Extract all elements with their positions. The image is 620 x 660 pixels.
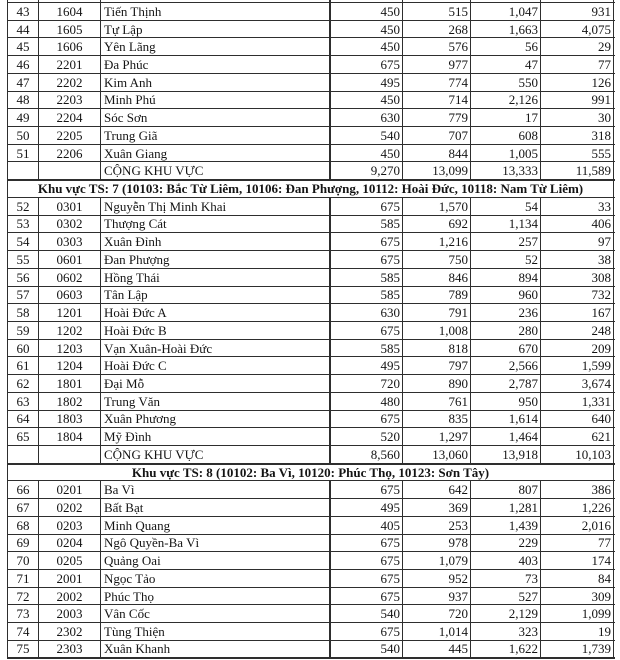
value-cell-2: 714 — [403, 92, 471, 109]
value-cell-3: 1,622 — [471, 641, 541, 657]
value-cell-3: 960 — [471, 287, 541, 304]
value-cell-3: 1,614 — [471, 411, 541, 428]
value-cell-3: 280 — [471, 322, 541, 339]
partial-cell — [331, 0, 403, 2]
total-empty-cell — [39, 446, 101, 463]
value-cell-4: 97 — [541, 233, 614, 250]
value-cell-4: 1,331 — [541, 393, 614, 410]
school-code-cell: 0202 — [39, 499, 101, 516]
school-code-cell: 2001 — [39, 570, 101, 587]
value-cell-4: 174 — [541, 552, 614, 569]
school-code-cell: 1606 — [39, 38, 101, 55]
school-code-cell: 1803 — [39, 411, 101, 428]
table-row — [8, 233, 615, 251]
section-header-row — [8, 180, 615, 198]
school-code-cell: 0203 — [39, 517, 101, 534]
value-cell-1: 495 — [331, 499, 403, 516]
value-cell-3: 229 — [471, 535, 541, 552]
value-cell-3: 54 — [471, 198, 541, 215]
partial-cell — [101, 0, 331, 2]
value-cell-4: 621 — [541, 428, 614, 445]
value-cell-2: 268 — [403, 21, 471, 38]
school-code-cell: 0201 — [39, 481, 101, 498]
value-cell-2: 1,216 — [403, 233, 471, 250]
school-name-cell: Đại Mỗ — [101, 375, 331, 392]
value-cell-1: 675 — [331, 198, 403, 215]
school-code-cell: 0204 — [39, 535, 101, 552]
value-cell-4: 1,739 — [541, 641, 614, 657]
table-row — [8, 499, 615, 517]
school-code-cell: 2201 — [39, 56, 101, 73]
table-row — [8, 375, 615, 393]
value-cell-4: 309 — [541, 588, 614, 605]
value-cell-3: 1,134 — [471, 216, 541, 233]
value-cell-3: 807 — [471, 481, 541, 498]
school-code-cell: 1203 — [39, 340, 101, 357]
value-cell-4: 732 — [541, 287, 614, 304]
value-cell-2: 761 — [403, 393, 471, 410]
school-name-cell: Xuân Đỉnh — [101, 233, 331, 250]
school-name-cell: Hoài Đức C — [101, 357, 331, 374]
stt-cell: 54 — [8, 233, 39, 250]
table-row — [8, 3, 615, 21]
value-cell-4: 991 — [541, 92, 614, 109]
total-value-cell-3: 13,918 — [471, 446, 541, 463]
value-cell-1: 675 — [331, 251, 403, 268]
school-name-cell: Vân Cốc — [101, 605, 331, 622]
total-value-cell-1: 8,560 — [331, 446, 403, 463]
value-cell-1: 675 — [331, 322, 403, 339]
school-name-cell: Tự Lập — [101, 21, 331, 38]
school-name-cell: Hồng Thái — [101, 269, 331, 286]
section-header-row — [8, 464, 615, 482]
value-cell-2: 774 — [403, 74, 471, 91]
value-cell-2: 937 — [403, 588, 471, 605]
total-row — [8, 446, 615, 464]
table-row — [8, 21, 615, 39]
table-row — [8, 145, 615, 163]
value-cell-1: 480 — [331, 393, 403, 410]
partial-cell — [39, 0, 101, 2]
stt-cell: 50 — [8, 127, 39, 144]
stt-cell: 72 — [8, 588, 39, 605]
value-cell-1: 675 — [331, 623, 403, 640]
value-cell-2: 707 — [403, 127, 471, 144]
school-name-cell: Phúc Thọ — [101, 588, 331, 605]
school-name-cell: Tân Lập — [101, 287, 331, 304]
value-cell-1: 540 — [331, 127, 403, 144]
partial-cell — [541, 0, 614, 2]
value-cell-2: 445 — [403, 641, 471, 657]
table-row — [8, 216, 615, 234]
value-cell-2: 797 — [403, 357, 471, 374]
stt-cell: 68 — [8, 517, 39, 534]
value-cell-3: 1,005 — [471, 145, 541, 162]
value-cell-1: 450 — [331, 145, 403, 162]
value-cell-3: 2,787 — [471, 375, 541, 392]
value-cell-3: 403 — [471, 552, 541, 569]
value-cell-3: 2,566 — [471, 357, 541, 374]
partial-cell — [403, 0, 471, 2]
table-row — [8, 481, 615, 499]
stt-cell: 43 — [8, 3, 39, 20]
value-cell-2: 890 — [403, 375, 471, 392]
value-cell-3: 323 — [471, 623, 541, 640]
table-row — [8, 322, 615, 340]
value-cell-1: 495 — [331, 357, 403, 374]
school-name-cell: Đa Phúc — [101, 56, 331, 73]
value-cell-4: 77 — [541, 535, 614, 552]
value-cell-2: 1,008 — [403, 322, 471, 339]
value-cell-1: 495 — [331, 74, 403, 91]
value-cell-1: 675 — [331, 56, 403, 73]
value-cell-4: 77 — [541, 56, 614, 73]
value-cell-4: 2,016 — [541, 517, 614, 534]
value-cell-2: 692 — [403, 216, 471, 233]
value-cell-4: 1,599 — [541, 357, 614, 374]
value-cell-3: 56 — [471, 38, 541, 55]
value-cell-4: 318 — [541, 127, 614, 144]
value-cell-2: 253 — [403, 517, 471, 534]
school-code-cell: 1801 — [39, 375, 101, 392]
admissions-table — [7, 0, 615, 659]
value-cell-3: 1,439 — [471, 517, 541, 534]
stt-cell: 69 — [8, 535, 39, 552]
value-cell-2: 369 — [403, 499, 471, 516]
table-row — [8, 588, 615, 606]
partial-cell — [471, 0, 541, 2]
total-value-cell-2: 13,099 — [403, 162, 471, 179]
value-cell-2: 1,014 — [403, 623, 471, 640]
value-cell-2: 818 — [403, 340, 471, 357]
table-row — [8, 552, 615, 570]
value-cell-2: 1,297 — [403, 428, 471, 445]
value-cell-2: 1,570 — [403, 198, 471, 215]
table-row — [8, 428, 615, 446]
stt-cell: 71 — [8, 570, 39, 587]
total-value-cell-3: 13,333 — [471, 162, 541, 179]
school-code-cell: 2002 — [39, 588, 101, 605]
school-name-cell: Yên Lãng — [101, 38, 331, 55]
school-code-cell: 0601 — [39, 251, 101, 268]
table-row — [8, 109, 615, 127]
value-cell-1: 675 — [331, 411, 403, 428]
table-row — [8, 570, 615, 588]
school-code-cell: 2206 — [39, 145, 101, 162]
section-header-label: Khu vực TS: 8 (10102: Ba Vì, 10120: Phúc Thọ, 10123: Sơn Tây) — [8, 465, 614, 481]
value-cell-1: 675 — [331, 552, 403, 569]
value-cell-4: 209 — [541, 340, 614, 357]
value-cell-3: 73 — [471, 570, 541, 587]
value-cell-1: 675 — [331, 535, 403, 552]
value-cell-4: 308 — [541, 269, 614, 286]
table-row — [8, 269, 615, 287]
value-cell-3: 1,281 — [471, 499, 541, 516]
school-code-cell: 1202 — [39, 322, 101, 339]
value-cell-2: 977 — [403, 56, 471, 73]
school-code-cell: 1605 — [39, 21, 101, 38]
school-name-cell: Nguyễn Thị Minh Khai — [101, 198, 331, 215]
school-name-cell: Trung Văn — [101, 393, 331, 410]
table-row — [8, 56, 615, 74]
school-name-cell: Sóc Sơn — [101, 109, 331, 126]
value-cell-1: 450 — [331, 21, 403, 38]
school-name-cell: Ba Vì — [101, 481, 331, 498]
value-cell-3: 527 — [471, 588, 541, 605]
value-cell-3: 894 — [471, 269, 541, 286]
value-cell-4: 38 — [541, 251, 614, 268]
stt-cell: 74 — [8, 623, 39, 640]
school-name-cell: Tiến Thịnh — [101, 3, 331, 20]
value-cell-2: 779 — [403, 109, 471, 126]
school-code-cell: 0205 — [39, 552, 101, 569]
school-code-cell: 2003 — [39, 605, 101, 622]
stt-cell: 44 — [8, 21, 39, 38]
stt-cell: 53 — [8, 216, 39, 233]
value-cell-4: 29 — [541, 38, 614, 55]
table-row — [8, 411, 615, 429]
value-cell-4: 555 — [541, 145, 614, 162]
value-cell-1: 585 — [331, 269, 403, 286]
value-cell-4: 19 — [541, 623, 614, 640]
value-cell-4: 931 — [541, 3, 614, 20]
stt-cell: 75 — [8, 641, 39, 657]
table-row — [8, 535, 615, 553]
partial-cell — [8, 0, 39, 2]
value-cell-3: 2,126 — [471, 92, 541, 109]
table-row — [8, 517, 615, 535]
school-code-cell: 0302 — [39, 216, 101, 233]
value-cell-4: 248 — [541, 322, 614, 339]
value-cell-3: 236 — [471, 304, 541, 321]
value-cell-2: 846 — [403, 269, 471, 286]
value-cell-1: 540 — [331, 605, 403, 622]
table-row — [8, 38, 615, 56]
total-empty-cell — [8, 162, 39, 179]
school-name-cell: Minh Quang — [101, 517, 331, 534]
stt-cell: 61 — [8, 357, 39, 374]
value-cell-1: 450 — [331, 3, 403, 20]
stt-cell: 55 — [8, 251, 39, 268]
school-code-cell: 1802 — [39, 393, 101, 410]
value-cell-2: 978 — [403, 535, 471, 552]
value-cell-3: 17 — [471, 109, 541, 126]
school-code-cell: 2303 — [39, 641, 101, 657]
value-cell-2: 1,079 — [403, 552, 471, 569]
value-cell-3: 950 — [471, 393, 541, 410]
total-value-cell-4: 10,103 — [541, 446, 614, 463]
stt-cell: 65 — [8, 428, 39, 445]
stt-cell: 66 — [8, 481, 39, 498]
table-row — [8, 623, 615, 641]
table-row — [8, 393, 615, 411]
value-cell-1: 630 — [331, 109, 403, 126]
value-cell-2: 844 — [403, 145, 471, 162]
value-cell-3: 257 — [471, 233, 541, 250]
total-value-cell-1: 9,270 — [331, 162, 403, 179]
value-cell-2: 789 — [403, 287, 471, 304]
value-cell-2: 952 — [403, 570, 471, 587]
value-cell-4: 33 — [541, 198, 614, 215]
table-row — [8, 74, 615, 92]
table-row — [8, 641, 615, 659]
stt-cell: 46 — [8, 56, 39, 73]
table-row — [8, 605, 615, 623]
value-cell-2: 720 — [403, 605, 471, 622]
school-code-cell: 0303 — [39, 233, 101, 250]
school-name-cell: Hoài Đức A — [101, 304, 331, 321]
school-code-cell: 2302 — [39, 623, 101, 640]
stt-cell: 47 — [8, 74, 39, 91]
value-cell-2: 576 — [403, 38, 471, 55]
table-row — [8, 340, 615, 358]
school-code-cell: 0301 — [39, 198, 101, 215]
value-cell-1: 630 — [331, 304, 403, 321]
value-cell-4: 3,674 — [541, 375, 614, 392]
value-cell-3: 52 — [471, 251, 541, 268]
value-cell-3: 1,663 — [471, 21, 541, 38]
value-cell-1: 585 — [331, 287, 403, 304]
value-cell-1: 405 — [331, 517, 403, 534]
stt-cell: 51 — [8, 145, 39, 162]
school-code-cell: 2205 — [39, 127, 101, 144]
value-cell-1: 675 — [331, 570, 403, 587]
school-code-cell: 2203 — [39, 92, 101, 109]
value-cell-1: 585 — [331, 216, 403, 233]
value-cell-2: 835 — [403, 411, 471, 428]
stt-cell: 70 — [8, 552, 39, 569]
value-cell-2: 515 — [403, 3, 471, 20]
total-label-cell: CỘNG KHU VỰC — [101, 446, 331, 463]
school-name-cell: Xuân Phương — [101, 411, 331, 428]
value-cell-3: 670 — [471, 340, 541, 357]
school-code-cell: 1201 — [39, 304, 101, 321]
stt-cell: 73 — [8, 605, 39, 622]
school-code-cell: 1804 — [39, 428, 101, 445]
school-name-cell: Minh Phú — [101, 92, 331, 109]
table-row — [8, 304, 615, 322]
value-cell-3: 47 — [471, 56, 541, 73]
school-name-cell: Xuân Khanh — [101, 641, 331, 657]
school-name-cell: Thượng Cát — [101, 216, 331, 233]
value-cell-2: 642 — [403, 481, 471, 498]
value-cell-4: 406 — [541, 216, 614, 233]
table-row — [8, 198, 615, 216]
value-cell-3: 1,047 — [471, 3, 541, 20]
value-cell-4: 386 — [541, 481, 614, 498]
value-cell-1: 675 — [331, 233, 403, 250]
table-row — [8, 92, 615, 110]
school-code-cell: 0603 — [39, 287, 101, 304]
value-cell-2: 791 — [403, 304, 471, 321]
stt-cell: 45 — [8, 38, 39, 55]
value-cell-4: 167 — [541, 304, 614, 321]
value-cell-4: 1,099 — [541, 605, 614, 622]
stt-cell: 57 — [8, 287, 39, 304]
school-code-cell: 0602 — [39, 269, 101, 286]
value-cell-3: 1,464 — [471, 428, 541, 445]
stt-cell: 67 — [8, 499, 39, 516]
school-name-cell: Xuân Giang — [101, 145, 331, 162]
table-row — [8, 127, 615, 145]
value-cell-4: 126 — [541, 74, 614, 91]
stt-cell: 62 — [8, 375, 39, 392]
school-name-cell: Hoài Đức B — [101, 322, 331, 339]
value-cell-1: 675 — [331, 481, 403, 498]
value-cell-3: 608 — [471, 127, 541, 144]
school-code-cell: 1604 — [39, 3, 101, 20]
stt-cell: 49 — [8, 109, 39, 126]
value-cell-1: 520 — [331, 428, 403, 445]
stt-cell: 63 — [8, 393, 39, 410]
school-code-cell: 1204 — [39, 357, 101, 374]
stt-cell: 59 — [8, 322, 39, 339]
school-name-cell: Ngô Quyền-Ba Vì — [101, 535, 331, 552]
stt-cell: 48 — [8, 92, 39, 109]
value-cell-4: 640 — [541, 411, 614, 428]
total-empty-cell — [39, 162, 101, 179]
school-name-cell: Đan Phượng — [101, 251, 331, 268]
stt-cell: 52 — [8, 198, 39, 215]
school-name-cell: Ngọc Tảo — [101, 570, 331, 587]
school-name-cell: Vạn Xuân-Hoài Đức — [101, 340, 331, 357]
stt-cell: 56 — [8, 269, 39, 286]
stt-cell: 58 — [8, 304, 39, 321]
school-code-cell: 2204 — [39, 109, 101, 126]
value-cell-1: 675 — [331, 588, 403, 605]
table-row — [8, 287, 615, 305]
table-row — [8, 357, 615, 375]
table-row — [8, 251, 615, 269]
value-cell-4: 1,226 — [541, 499, 614, 516]
stt-cell: 60 — [8, 340, 39, 357]
value-cell-4: 4,075 — [541, 21, 614, 38]
school-name-cell: Trung Giã — [101, 127, 331, 144]
school-name-cell: Tùng Thiện — [101, 623, 331, 640]
value-cell-4: 84 — [541, 570, 614, 587]
school-code-cell: 2202 — [39, 74, 101, 91]
school-name-cell: Kim Anh — [101, 74, 331, 91]
value-cell-1: 450 — [331, 38, 403, 55]
value-cell-3: 550 — [471, 74, 541, 91]
total-value-cell-4: 11,589 — [541, 162, 614, 179]
school-name-cell: Quảng Oai — [101, 552, 331, 569]
value-cell-2: 750 — [403, 251, 471, 268]
school-name-cell: Bất Bạt — [101, 499, 331, 516]
value-cell-1: 540 — [331, 641, 403, 657]
stt-cell: 64 — [8, 411, 39, 428]
total-value-cell-2: 13,060 — [403, 446, 471, 463]
value-cell-3: 2,129 — [471, 605, 541, 622]
value-cell-1: 450 — [331, 92, 403, 109]
school-name-cell: Mỹ Đình — [101, 428, 331, 445]
value-cell-1: 720 — [331, 375, 403, 392]
value-cell-1: 585 — [331, 340, 403, 357]
total-empty-cell — [8, 446, 39, 463]
total-row — [8, 162, 615, 180]
value-cell-4: 30 — [541, 109, 614, 126]
total-label-cell: CỘNG KHU VỰC — [101, 162, 331, 179]
section-header-label: Khu vực TS: 7 (10103: Bắc Từ Liêm, 10106: Đan Phượng, 10112: Hoài Đức, 10118: Nam Từ Liêm) — [8, 181, 614, 197]
